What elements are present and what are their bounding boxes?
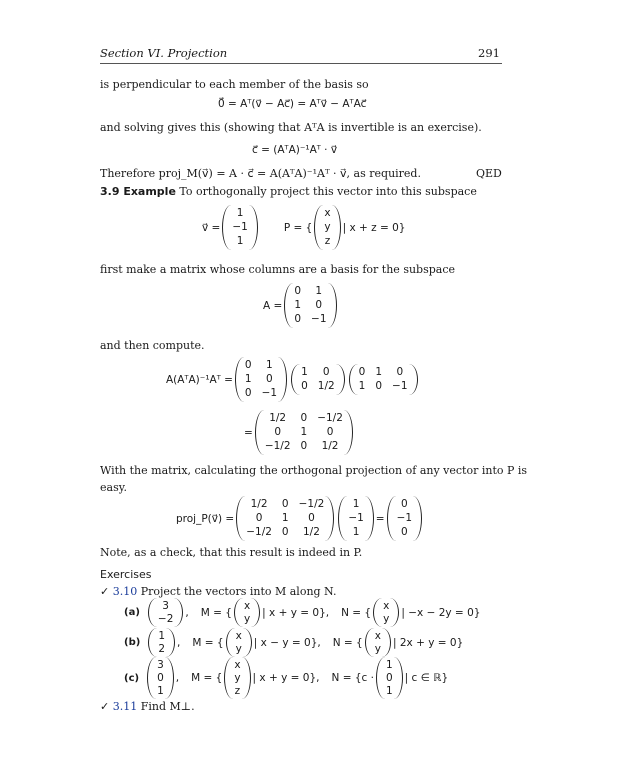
matrix-cell: 1 (301, 366, 308, 378)
matrix-cell: 1 (294, 299, 302, 311)
paragraph-2: and solving gives this (showing that AᵀA is invertible is an exercise). (100, 121, 482, 134)
equation-1: 0⃗ = Aᵀ(v⃗ − Ac⃗) = Aᵀv⃗ − AᵀAc⃗ (218, 98, 367, 110)
paragraph-3: Therefore proj_M(v⃗) = A · c⃗ = A(AᵀA)⁻¹Aᵀ · v⃗, as required. (100, 167, 421, 180)
vector (147, 657, 174, 699)
paragraph-1: is perpendicular to each member of the basis so (100, 78, 369, 91)
matrix-cell: 0 (322, 366, 330, 378)
matrix-cell: 0 (396, 366, 404, 378)
matrix-cell: −1/2 (298, 498, 325, 510)
exercise-text: Find M⊥. (140, 700, 195, 713)
M-set-left: M = { (192, 636, 224, 649)
vector (373, 598, 399, 627)
example-vector-row (202, 205, 405, 250)
matrix-cell: 3 (162, 600, 169, 612)
matrix-cell: −1 (261, 387, 278, 399)
item-label: (a) (124, 607, 140, 618)
matrix-P (255, 410, 353, 455)
matrix-cell: −1/2 (264, 440, 291, 452)
M-set-right: | x + y = 0}, (262, 606, 330, 619)
matrix-cell: x (235, 630, 242, 642)
matrix-cell: x (374, 630, 381, 642)
vector (226, 628, 252, 657)
matrix-cell: 1 (281, 512, 289, 524)
matrix-cell: −1/2 (317, 412, 343, 424)
matrix-cell: 1 (375, 366, 383, 378)
matrix-v (338, 496, 373, 541)
v-label: v⃗ = (202, 221, 221, 234)
header-rule (100, 63, 502, 64)
item-label: (b) (124, 637, 141, 648)
matrix-cell: 1 (315, 285, 323, 297)
matrix-cell: 0 (157, 672, 164, 684)
N-set-left: N = {c · (331, 672, 374, 684)
N-set-right: | c ∈ ℝ} (404, 672, 449, 684)
matrix-cell: −1 (311, 313, 327, 325)
exercise-number-link[interactable]: 3.10 (112, 585, 138, 598)
paragraph-6: With the matrix, calculating the orthogonal projection of any vector into P is (100, 464, 528, 477)
projection-matrix-row (244, 410, 355, 455)
exercise-text: Project the vectors into M along N. (140, 585, 337, 598)
matrix-cell: 1 (352, 526, 360, 538)
check-icon: ✓ (100, 585, 110, 598)
exercise-number-link[interactable]: 3.11 (112, 700, 138, 713)
matrix-cell: 0 (265, 373, 273, 385)
matrix-cell: 1/2 (250, 498, 268, 510)
matrix-cell: 0 (358, 366, 366, 378)
M-set-left: M = { (191, 672, 223, 684)
vector (234, 598, 260, 627)
matrix-cell: 1 (158, 630, 165, 642)
matrix-P (236, 496, 334, 541)
N-set-left: N = { (341, 606, 372, 619)
M-set-right: | x − y = 0}, (253, 636, 321, 649)
paragraph-5: and then compute. (100, 339, 205, 352)
projection-result-row (176, 496, 424, 541)
vector (148, 598, 183, 627)
matrix-cell: 0 (326, 426, 334, 438)
matrix-cell: 1 (358, 380, 366, 392)
matrix-cell: 0 (401, 526, 408, 538)
matrix-cell: 1/2 (317, 380, 335, 392)
matrix-cell: 0 (301, 380, 308, 392)
matrix-xyz (314, 205, 340, 250)
matrix-cell: 0 (308, 512, 315, 524)
matrix-cell: 1 (244, 373, 252, 385)
matrix-cell: 0 (294, 313, 302, 325)
exercise-3-11 (100, 700, 195, 713)
matrix-cell: 0 (385, 672, 393, 684)
section-title: Section VI. Projection (100, 46, 228, 60)
matrix-cell: 0 (255, 512, 263, 524)
N-set-right: | 2x + y = 0} (392, 636, 464, 649)
qed-mark: QED (476, 167, 502, 180)
matrix-cell: 1/2 (303, 526, 320, 538)
equals-sign: = (244, 426, 253, 439)
matrix-cell: 0 (281, 526, 289, 538)
matrix-cell: z (234, 685, 241, 697)
matrix-cell: −1 (348, 512, 364, 524)
matrix-cell: 0 (375, 380, 383, 392)
matrix-cell: y (383, 613, 390, 625)
equation-2: c⃗ = (AᵀA)⁻¹Aᵀ · v⃗ (252, 144, 338, 156)
equals-sign: = (375, 512, 385, 525)
matrix-cell: −1/2 (246, 526, 272, 538)
P-set-right: | x + z = 0} (342, 221, 406, 234)
paragraph-4: first make a matrix whose columns are a basis for the subspace (100, 263, 456, 276)
exercise-item-a: (a) 3 −2 , M = { x y | x + y = 0}, N = { x y | −x − 2y = 0} (124, 600, 481, 625)
matrix-cell: 1/2 (269, 412, 287, 424)
compute-label: A(AᵀA)⁻¹Aᵀ = (166, 373, 233, 386)
exercises-heading: Exercises (100, 568, 152, 581)
matrix-cell: 0 (274, 426, 281, 438)
matrix-cell: 1 (385, 659, 393, 671)
M-set-left: M = { (200, 606, 232, 619)
matrix-cell: y (324, 221, 331, 233)
matrix-cell: 1 (236, 207, 244, 219)
matrix-cell: y (234, 672, 241, 684)
N-set-right: | −x − 2y = 0} (401, 606, 481, 619)
vector (376, 657, 403, 699)
matrix-cell: 1/2 (321, 440, 339, 452)
vector (224, 657, 250, 699)
vector (365, 628, 391, 657)
matrix-cell: 1 (385, 685, 393, 697)
matrix-cell: x (383, 600, 390, 612)
matrix-cell: x (234, 659, 241, 671)
P-set-left: P = { (283, 221, 313, 234)
matrix-cell: 1 (352, 498, 360, 510)
vector (148, 628, 175, 657)
matrix-cell: 0 (244, 359, 252, 371)
matrix-cell: z (324, 235, 331, 247)
exercise-item-c: (c) 3 0 1 , M = { x y z | x + y = 0}, N = {c · 1 0 1 | c ∈ ℝ} (124, 659, 449, 697)
matrix-cell: 1 (265, 359, 273, 371)
matrix-A (284, 283, 336, 328)
matrix-cell: 2 (158, 643, 165, 655)
matrix-cell: 0 (300, 440, 308, 452)
exercise-3-10 (100, 585, 336, 598)
matrix-cell: −1 (392, 380, 408, 392)
matrix-cell: x (243, 600, 251, 612)
page-number: 291 (478, 46, 500, 60)
example-label: 3.9 Example (100, 185, 176, 198)
matrix-cell: −1 (396, 512, 413, 524)
matrix-cell: y (243, 613, 251, 625)
matrix-cell: 3 (157, 659, 164, 671)
example-text: To orthogonally project this vector into this subspace (179, 185, 477, 198)
matrix-cell: 1 (157, 685, 164, 697)
matrix-cell: y (374, 643, 381, 655)
matrix-A-transpose (349, 364, 418, 395)
matrix-cell: −1 (232, 221, 248, 233)
matrix-AtA-inverse (291, 364, 345, 395)
exercise-item-b: (b) 1 2 , M = { x y | x − y = 0}, N = { x y | 2x + y = 0} (124, 630, 464, 655)
proj-label: proj_P(v⃗) = (176, 512, 235, 525)
matrix-v (222, 205, 257, 250)
matrix-cell: 0 (401, 498, 408, 510)
matrix-cell: 0 (315, 299, 323, 311)
M-set-right: | x + y = 0}, (252, 672, 320, 684)
matrix-cell: 1 (300, 426, 308, 438)
matrix-cell: 0 (294, 285, 302, 297)
matrix-A (235, 357, 287, 402)
item-label: (c) (124, 672, 140, 684)
A-label: A = (263, 299, 283, 312)
N-set-left: N = { (332, 636, 363, 649)
matrix-cell: 0 (244, 387, 252, 399)
paragraph-7: Note, as a check, that this result is indeed in P. (100, 546, 363, 559)
paragraph-6-cont: easy. (100, 481, 127, 494)
matrix-cell: x (324, 207, 331, 219)
compute-row (166, 357, 420, 402)
matrix-cell: 0 (281, 498, 289, 510)
matrix-cell: 0 (300, 412, 308, 424)
matrix-cell: 1 (236, 235, 244, 247)
matrix-result (387, 496, 422, 541)
matrix-cell: −2 (157, 613, 174, 625)
matrix-cell: y (235, 643, 242, 655)
matrix-A-row (263, 283, 339, 328)
check-icon: ✓ (100, 700, 110, 713)
